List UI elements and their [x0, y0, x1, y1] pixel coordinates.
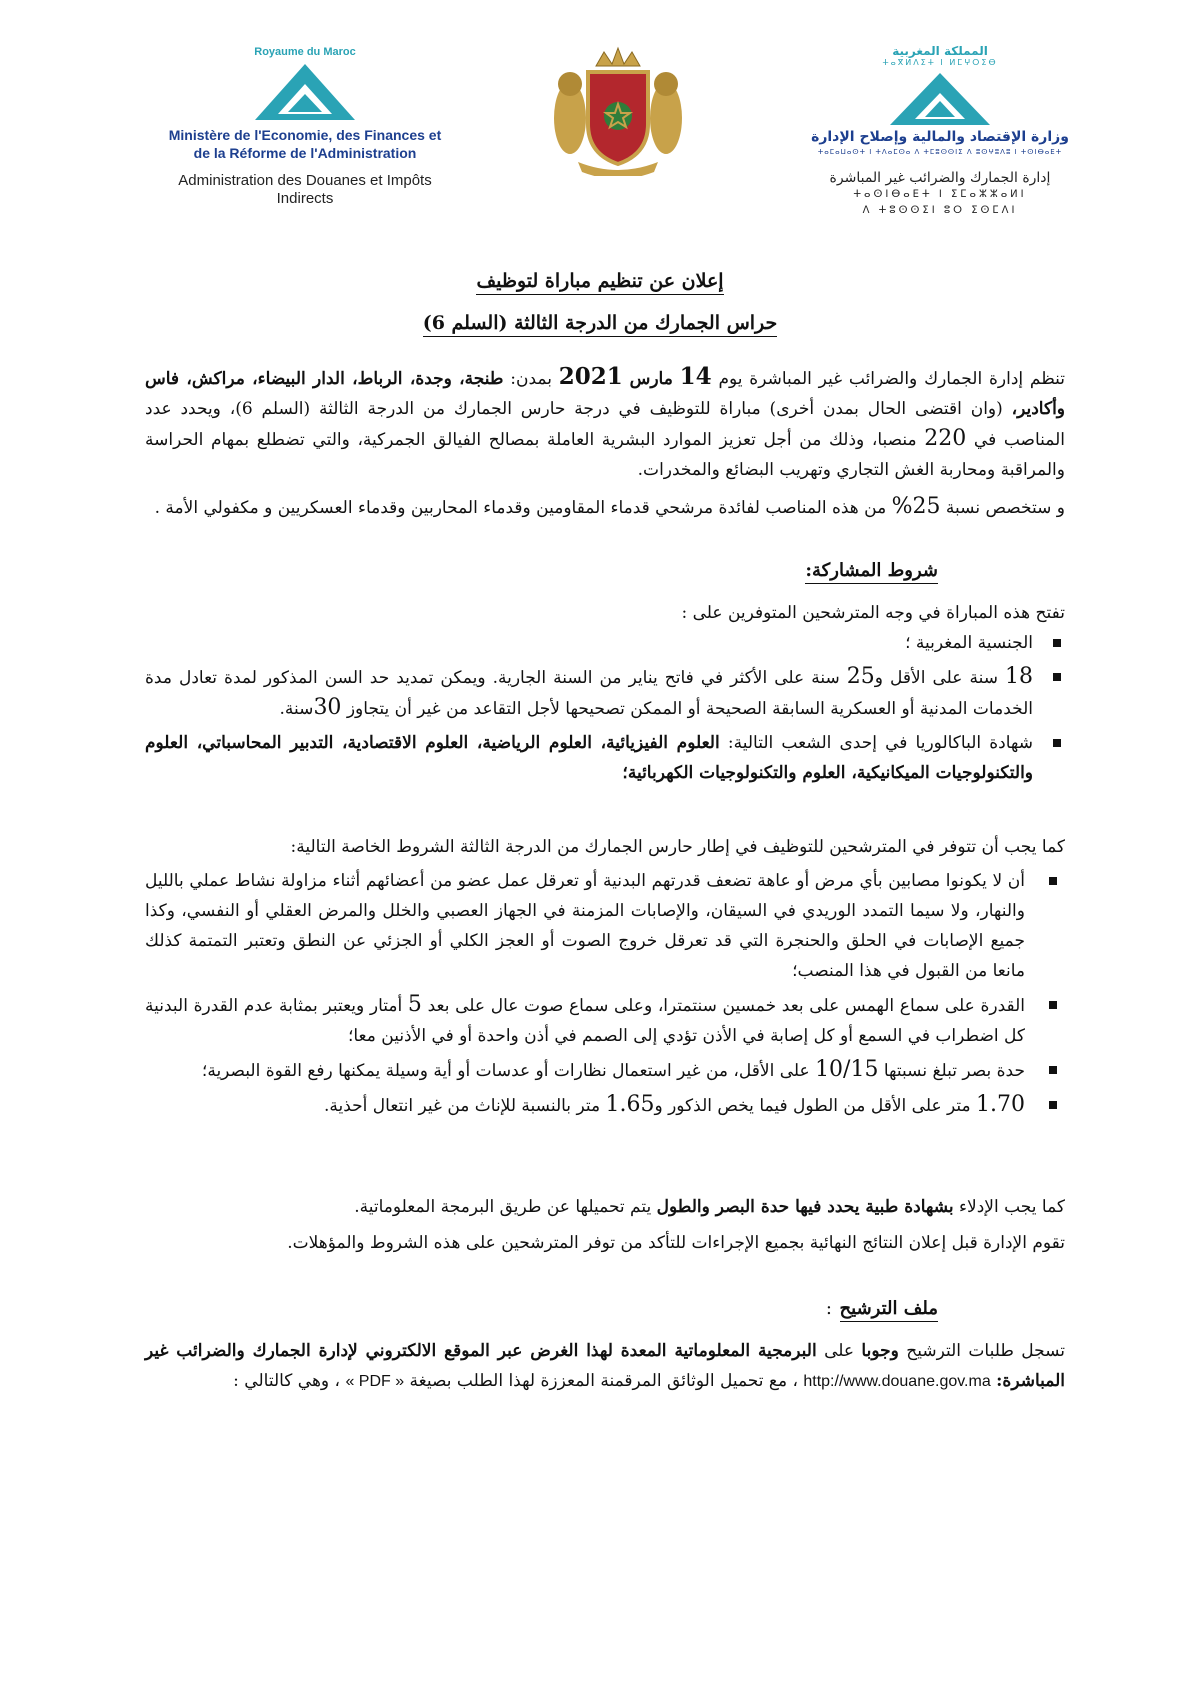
conditions-heading: شروط المشاركة: [805, 560, 938, 581]
ministry-name-tifinagh: ⵜⴰⵎⴰⵡⴰⵙⵜ ⵏ ⵜⴷⴰⵎⵙⴰ ⴷ ⵜⵎⵓⵙⵙⵏⵉ ⴷ ⵓⵙⵖⵓⴷⵓ ⵏ ⵜⵙⵏⴱⴰⴹⵜ [817, 148, 1063, 156]
douane-website-link[interactable]: http://www.douane.gov.ma [803, 1373, 991, 1390]
administration-name-tifinagh-2: ⴷ ⵜⵓⵙⵙⵉⵏ ⵓⵔ ⵉⵙⵎⴷⵏ [862, 205, 1018, 216]
special-condition-hearing: القدرة على سماع الهمس على بعد خمسين سنتمترا، وعلى سماع صوت عال على بعد 5 أمتار ويعتبر بمثابة عدم القدرة البدنية كل اضطراب في السمع أو كل إصابة في الأذن تؤدي إلى الصمم في أذن واحدة أو في الأذنين معا؛ [145, 990, 1065, 1051]
application-paragraph: تسجل طلبات الترشيح وجوبا على البرمجية المعلوماتية المعدة لهذا الغرض عبر الموقع الالكتروني لإدارة الجمارك والضرائب غير المباشرة: http://www.douane.gov.ma ، مع تحميل الوثائق المرقمنة المعززة لهذا الطلب بصيغة « PDF » ، وهي كالتالي : [145, 1341, 1065, 1391]
special-conditions-list [145, 866, 1065, 1125]
kingdom-label-ar: المملكة المغربية [892, 44, 988, 58]
special-condition-health: أن لا يكونوا مصابين بأي مرض أو عاهة تضعف قدرتهم البدنية أو تعرقل عمل عضو من أعضائهم أثناء مزاولة نشاط عملي بالليل والنهار، ولا سيما التمدد الوريدي في السيقان، والإصابات المزمنة في الجهاز العصبي والخلل والمرض العقلي أو النفسي، وكذا جميع الإصابات في الحلق والحنجرة التي قد تعرقل خروج الصوت أو العجز الكلي أو الجزئي عن النطق وتعتبر التمتمة كذلك مانعا من القبول في هذا المنصب؛ [145, 866, 1065, 986]
special-condition-height: 1.70 متر على الأقل من الطول فيما يخص الذكور و1.65 متر بالنسبة للإناث من غير انتعال أحذية. [145, 1090, 1065, 1121]
special-conditions-lead: كما يجب أن تتوفر في المترشحين للتوظيف في إطار حارس الجمارك من الدرجة الثالثة الشروط الخاصة التالية: [290, 837, 1065, 857]
administration-name-fr: Administration des Douanes et Impôts Indirects [178, 172, 432, 207]
special-condition-vision: حدة بصر تبلغ نسبتها 10/15 على الأقل، من غير استعمال نظارات أو عدسات أو أية وسيلة يمكنها رفع القوة البصرية؛ [145, 1055, 1065, 1086]
ministry-name-ar: وزارة الإقتصاد والمالية وإصلاح الإدارة [811, 129, 1069, 145]
verification-note: تقوم الإدارة قبل إعلان النتائج النهائية بجميع الإجراءات للتأكد من توفر المترشحين على هذه الشروط والمؤهلات. [287, 1233, 1065, 1253]
intro-paragraph: تنظم إدارة الجمارك والضرائب غير المباشرة يوم 14 مارس 2021 بمدن: طنجة، وجدة، الرباط، الدار البيضاء، مراكش، فاس وأكادير، (وان اقتضى الحال بمدن أخرى) مباراة للتوظيف في درجة حارس الجمارك من الدرجة الثالثة (السلم 6)، ويحدد عدد المناصب في 220 منصبا، وذلك من أجل تعزيز الموارد البشرية العاملة بمصالح الفيالق الجمركية، والتي تضطلع بمهام الحراسة والمراقبة ومحاربة الغش التجاري وتهريب البضائع والمخدرات. [145, 363, 1066, 480]
kingdom-label-fr: Royaume du Maroc [254, 46, 356, 58]
ministry-logo-icon-ar [885, 71, 995, 127]
ministry-logo-icon [250, 62, 360, 122]
application-heading: ملف الترشيح [840, 1298, 938, 1319]
condition-age: 18 سنة على الأقل و25 سنة على الأكثر في فاتح يناير من السنة الجارية. ويمكن تمديد حد السن المذكور لمدة تعادل مدة الخدمات المدنية أو العسكرية السابقة الصحيحة أو الممكن تصحيحها لأجل التقاعد من غير أن يتجاوز 30سنة. [145, 662, 1065, 724]
administration-name-ar: إدارة الجمارك والضرائب غير المباشرة [829, 170, 1051, 186]
administration-name-tifinagh-1: ⵜⴰⵙⵏⴱⴰⴹⵜ ⵏ ⵉⵎⴰⵣⵣⴰⵍⵏ [853, 189, 1027, 200]
condition-nationality: الجنسية المغربية ؛ [145, 628, 1065, 658]
condition-baccalaureate: شهادة الباكالوريا في إحدى الشعب التالية: العلوم الفيزيائية، العلوم الرياضية، العلوم الاقتصادية، التدبير المحاسباتي، العلوم والتكنولوجيات الميكانيكية، العلوم والتكنولوجيات الكهربائية؛ [145, 728, 1065, 788]
ministry-name-fr: Ministère de l'Economie, des Finances et de la Réforme de l'Administration [168, 127, 442, 161]
header-right-arabic [800, 44, 1080, 218]
coat-of-arms-icon [548, 46, 688, 176]
announcement-title: إعلان عن تنظيم مباراة لتوظيف [0, 270, 1200, 292]
kingdom-label-tifinagh: ⵜⴰⴳⵍⴷⵉⵜ ⵏ ⵍⵎⵖⵔⵉⴱ [882, 58, 998, 67]
header-left-french [160, 46, 450, 208]
conditions-list [145, 628, 1065, 792]
announcement-subtitle: حراس الجمارك من الدرجة الثالثة (السلم 6) [0, 312, 1200, 334]
medical-certificate-note: كما يجب الإدلاء بشهادة طبية يحدد فيها حدة البصر والطول يتم تحميلها عن طريق البرمجة المعلوماتية. [354, 1197, 1065, 1217]
conditions-lead: تفتح هذه المباراة في وجه المترشحين المتوفرين على : [681, 603, 1065, 623]
quota-paragraph: و ستخصص نسبة 25% من هذه المناصب لفائدة مرشحي قدماء المقاومين وقدماء المحاربين وقدماء العسكريين و مكفولي الأمة . [154, 494, 1065, 519]
application-heading-colon: : [825, 1298, 832, 1319]
